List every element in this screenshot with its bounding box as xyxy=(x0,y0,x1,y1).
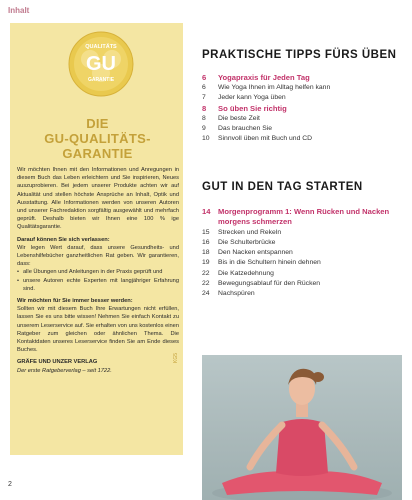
guarantee-body xyxy=(17,166,179,375)
toc-entry xyxy=(202,269,407,279)
toc-page-number: 8 xyxy=(202,103,207,113)
toc-entry xyxy=(202,228,407,238)
header-label: Inhalt xyxy=(8,6,30,15)
seal-logo-text: GU xyxy=(86,53,116,75)
toc-entry xyxy=(202,104,407,114)
toc-entry-title: Die beste Zeit xyxy=(218,114,260,122)
toc-page-number: 19 xyxy=(202,259,210,267)
list-item: • unsere Autoren echte Experten mit langjähriger Erfahrung sind. xyxy=(17,277,179,293)
toc-page-number: 7 xyxy=(202,94,206,102)
toc-entry-title: Den Nacken entspannen xyxy=(218,249,293,257)
yoga-photo xyxy=(202,355,402,500)
toc-entry-title: Bis in die Schultern hinein dehnen xyxy=(218,259,321,267)
guarantee-title-line: GU-QUALITÄTS- xyxy=(44,131,151,146)
gu-quality-seal xyxy=(68,31,134,97)
toc-entry-title: Morgenprogramm 1: Wenn Rücken und Nacken morgens schmerzen xyxy=(218,207,390,227)
toc-entry xyxy=(202,124,407,134)
toc-page-number: 18 xyxy=(202,249,210,257)
toc-entry xyxy=(202,134,407,144)
toc-entry-title: Yogapraxis für Jeden Tag xyxy=(218,73,310,82)
toc-page-number: 6 xyxy=(202,84,206,92)
toc-entry-title: Nachspüren xyxy=(218,289,255,297)
guarantee-question: Darauf können Sie sich verlassen: xyxy=(17,236,110,243)
section-heading: GUT IN DEN TAG STARTEN xyxy=(202,181,363,193)
guarantee-title xyxy=(20,116,175,161)
toc-entry-title: Das brauchen Sie xyxy=(218,124,273,132)
toc-page-number: 22 xyxy=(202,279,210,287)
toc-entry-title: So üben Sie richtig xyxy=(218,103,287,113)
toc-entry xyxy=(202,83,407,93)
panel-code: KG5 xyxy=(173,353,179,364)
toc-entry-title: Bewegungsablauf für den Rücken xyxy=(218,279,321,287)
toc-entry xyxy=(202,238,407,248)
publisher-name: GRÄFE UND UNZER VERLAG xyxy=(17,359,98,366)
toc-page-number: 8 xyxy=(202,114,206,122)
seal-bottom-text: GARANTIE xyxy=(87,77,115,83)
guarantee-answer: Sollten wir mit diesem Buch Ihre Erwartungen nicht erfüllen, lassen Sie es uns bitte wissen! Nehmen Sie einfach Kontakt zu unserem Leserservice auf. Sie erhalten von uns kostenlos einen Ratgeber zum gleichen oder ähnlichen Thema. Die Kontaktdaten unseres Leserservice finden Sie am Ende dieses Buches. xyxy=(17,306,179,354)
guarantee-panel xyxy=(10,23,183,455)
guarantee-list xyxy=(17,268,179,293)
toc-entry-title: Strecken und Rekeln xyxy=(218,228,282,236)
toc-entry-title: Jeder kann Yoga üben xyxy=(218,94,286,102)
toc-entry xyxy=(202,248,407,258)
toc-page-number: 24 xyxy=(202,289,210,297)
toc-entry-title: Die Schulterbrücke xyxy=(218,239,276,246)
toc-list xyxy=(202,73,407,144)
toc-entry-title: Wie Yoga Ihnen im Alltag helfen kann xyxy=(218,84,331,92)
toc-list xyxy=(202,207,407,299)
toc-entry xyxy=(202,258,407,268)
list-item: • alle Übungen und Anleitungen in der Praxis geprüft und xyxy=(17,268,179,276)
section-heading: PRAKTISCHE TIPPS FÜRS ÜBEN xyxy=(202,49,397,61)
toc-page-number: 15 xyxy=(202,228,210,236)
toc-entry xyxy=(202,289,407,299)
toc-entry-title: Die Katzedehnung xyxy=(218,269,274,277)
page-header xyxy=(0,0,412,22)
guarantee-answer: Wir legen Wert darauf, dass unsere Gesundheits- und Lebenshilfebücher ganzheitlichen Rat geben. Wir garantieren, dass: xyxy=(17,244,179,268)
guarantee-question: Wir möchten für Sie immer besser werden: xyxy=(17,298,133,305)
toc-page-number: 10 xyxy=(202,135,210,143)
toc-page-number: 16 xyxy=(202,239,210,246)
toc-page-number: 6 xyxy=(202,73,207,82)
publisher-tagline: Der erste Ratgeberverlag – seit 1722. xyxy=(17,367,112,374)
page-number: 2 xyxy=(8,481,12,488)
toc-entry xyxy=(202,93,407,103)
toc-page-number: 9 xyxy=(202,124,206,132)
guarantee-intro: Wir möchten Ihnen mit den Informationen und Anregungen in diesem Buch das Leben erleichtern und Sie inspirieren, Neues auszuprobieren. Bei jedem unserer Produkte achten wir auf Aktualität und stellen höchste Ansprüche an Inhalt, Optik und Ausstattung. Alle Informationen werden von unseren Autoren und unserer Fachredaktion sorgfältig ausgewählt und mehrfach geprüft. Deshalb bieten wir Ihnen eine 100 % ige Qualitätsgarantie. xyxy=(17,167,179,231)
toc-page-number: 14 xyxy=(202,207,211,216)
toc-entry-title: Sinnvoll üben mit Buch und CD xyxy=(218,135,313,143)
toc-entry xyxy=(202,73,407,83)
toc-page-number: 22 xyxy=(202,269,210,277)
yoga-figure-illustration xyxy=(202,355,402,500)
toc-entry xyxy=(202,279,407,289)
guarantee-title-line: GARANTIE xyxy=(62,146,133,161)
toc-entry xyxy=(202,114,407,124)
seal-top-text: QUALITÄTS xyxy=(85,44,117,50)
guarantee-title-line: DIE xyxy=(86,116,109,131)
toc-entry xyxy=(202,207,407,228)
